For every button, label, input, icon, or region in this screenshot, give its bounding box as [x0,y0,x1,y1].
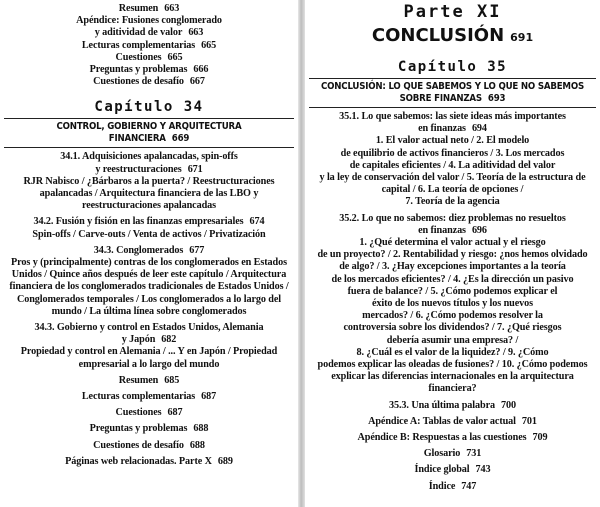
toc-line: explicar las diferencias internacionales en la arquitectura [331,371,574,383]
chapter-label: Capítulo 34 [94,99,204,116]
toc-line: Propiedad y control en Alemania / ... Y en Japón / Propiedad [20,346,278,358]
toc-line: RJR Nabisco / ¿Bárbaros a la puerta? / Reestructuraciones [23,175,275,187]
toc-line: Cuestiones 665 [115,51,183,63]
left-top-entries [0,3,298,88]
toc-line: 34.3. Conglomerados 677 [93,244,205,256]
right-body [305,111,600,493]
toc-line: Apéndice B: Respuestas a las cuestiones 709 [357,432,548,444]
toc-line: 34.2. Fusión y fisión en las finanzas empresariales 674 [33,216,265,228]
toc-line: financiera? [428,383,477,395]
toc-line: Cuestiones de desafío 688 [93,439,205,451]
toc-line: Conglomerados temporales / Los conglomerados a lo largo del [16,293,282,305]
toc-line: éxito de los nuevos títulos y los nuevos [371,298,533,310]
toc-line: 35.2. Lo que no sabemos: diez problemas no resueltos [339,212,566,224]
toc-line: Apéndice A: Tablas de valor actual 701 [368,415,537,427]
toc-line: Índice 747 [428,480,477,492]
toc-line: de equilibrio de activos financieros / 3. Los mercados [340,147,565,159]
book-gutter [298,0,305,507]
toc-line: Resumen 685 [118,374,180,386]
toc-line: 34.1. Adquisiciones apalancadas, spin-offs [60,151,238,163]
toc-line: y reestructuraciones 671 [95,163,203,175]
toc-line: Preguntas y problemas 688 [89,423,209,435]
toc-line: en finanzas 694 [418,123,487,135]
toc-line: Apéndice: Fusiones conglomerado [76,15,222,27]
toc-line: Glosario 731 [423,448,482,460]
toc-line: 35.3. Una última palabra 700 [389,399,516,411]
toc-line: Páginas web relacionadas. Parte X 689 [65,455,233,467]
toc-line: 1. El valor actual neto / 2. El modelo [375,135,530,147]
toc-line: en finanzas 696 [418,224,487,236]
toc-line: 34.3. Gobierno y control en Estados Unidos, Alemania [34,322,264,334]
chapter-title-cont: FINANCIERA 669 [108,133,190,145]
toc-line: 8. ¿Cuál es el valor de la liquidez? / 9. ¿Cómo [356,346,549,358]
part-title: CONCLUSIÓN 691 [371,25,534,46]
toc-line: Spin-offs / Carve-outs / Venta de activos / Privatización [32,228,266,240]
toc-line: mundo / La última línea sobre conglomerados [51,305,247,317]
left-body [0,151,298,468]
toc-line: Lecturas complementarias 665 [81,39,217,51]
chapter-title: CONTROL, GOBIERNO Y ARQUITECTURA [56,121,242,133]
part-label: Parte XI [403,2,502,22]
chapter-title-box [309,78,596,108]
chapter-title-box [4,118,294,148]
toc-line: de un proyecto? / 2. Rentabilidad y riesgo: ¿nos hemos olvidado [317,249,588,261]
toc-line: y Japón 682 [121,334,177,346]
chapter-label: Capítulo 35 [397,59,508,75]
toc-line: mercados? / 6. ¿Cómo podemos resolver la [362,310,543,322]
left-page [0,0,298,507]
toc-line: podemos explicar las oleadas de fusiones? / 10. ¿Cómo podemos [317,359,588,371]
chapter-title-cont: SOBRE FINANZAS 693 [399,93,506,104]
toc-line: financiera de los conglomerados tradicionales de Estados Unidos / [9,281,289,293]
toc-line: Pros y (principalmente) contras de los conglomerados en Estados [11,257,287,269]
toc-line: 35.1. Lo que sabemos: las siete ideas más importantes [339,111,566,122]
toc-line: Índice global 743 [414,464,491,476]
toc-line: y aditividad de valor 663 [94,27,204,39]
right-page [305,0,600,507]
toc-line: y la ley de conservación del valor / 5. Teoría de la estructura de [319,172,586,184]
toc-line: 1. ¿Qué determina el valor actual y el riesgo [359,237,546,249]
toc-line: reestructuraciones apalancadas [81,200,217,212]
toc-line: Lecturas complementarias 687 [81,391,217,403]
toc-line: debería asumir una empresa? / [386,334,519,346]
toc-line: Resumen 663 [118,3,180,14]
toc-line: capital / 6. La teoría de opciones / [381,184,524,196]
toc-line: 7. Teoría de la agencia [405,196,500,208]
toc-line: Preguntas y problemas 666 [89,64,209,76]
toc-line: de algo? / 3. ¿Hay excepciones importantes a la teoría [339,261,566,273]
toc-line: Unidos / Quince años después de leer este capítulo / Arquitectura [11,269,287,281]
toc-line: apalancadas / Arquitectura financiera de las LBO y [39,188,259,200]
toc-line: Cuestiones 687 [115,407,183,419]
toc-line: de capitales eficientes / 4. La aditividad del valor [349,159,556,171]
toc-line: de los mercados eficientes? / 4. ¿Es la dirección un pasivo [331,273,574,285]
chapter-title: CONCLUSIÓN: LO QUE SABEMOS Y LO QUE NO SABEMOS [321,81,584,92]
toc-line: Cuestiones de desafío 667 [93,76,205,88]
toc-line: fuera de balance? / 5. ¿Cómo podemos explicar el [347,285,558,297]
toc-line: controversia sobre los dividendos? / 7. ¿Qué riesgos [343,322,562,334]
toc-line: empresarial a lo largo del mundo [78,358,220,370]
